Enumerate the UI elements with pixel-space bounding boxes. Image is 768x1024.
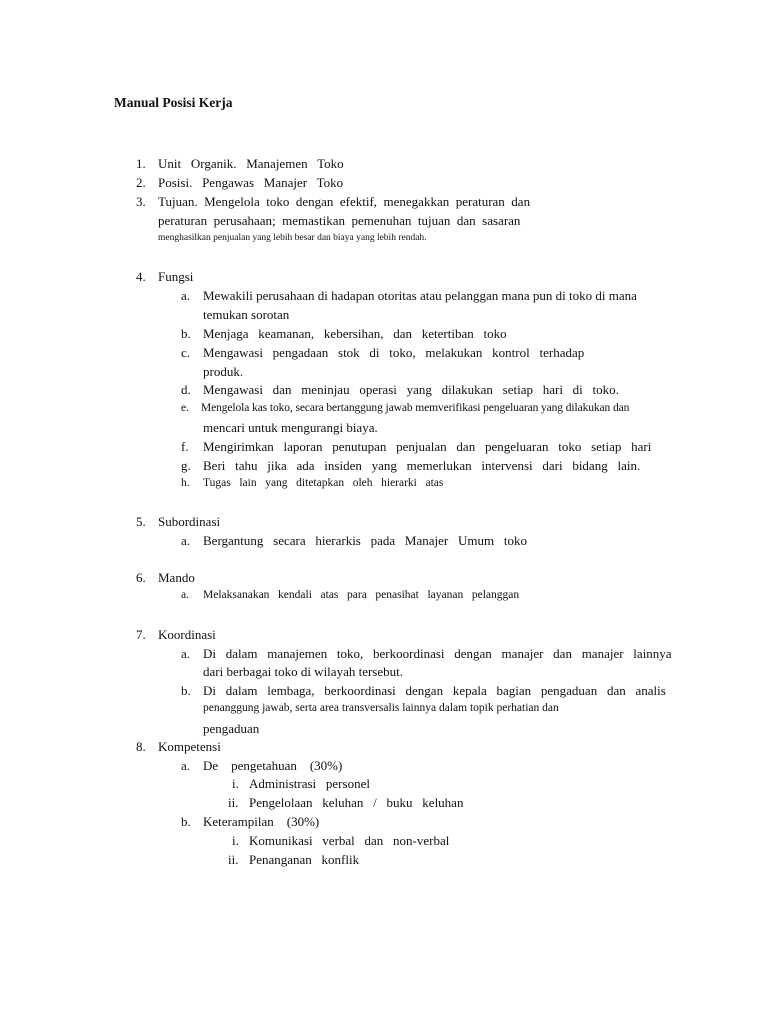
roman-number: i. <box>232 776 239 791</box>
section-heading: Mando <box>158 570 195 585</box>
sub-text-line: De pengetahuan (30%) <box>203 758 343 773</box>
sub-text-line: Di dalam lembaga, berkoordinasi dengan kepala bagian pengaduan dan analis <box>203 683 666 698</box>
sub-letter: a. <box>181 589 189 601</box>
section-heading: Fungsi <box>158 269 194 284</box>
item-number: 1. <box>136 156 146 171</box>
sub-text-line: Tugas lain yang ditetapkan oleh hierarki atas <box>203 477 444 489</box>
sub-letter: e. <box>181 402 189 414</box>
sub-text-line: dari berbagai toko di wilayah tersebut. <box>203 664 403 679</box>
sub-text-line: Mewakili perusahaan di hadapan otoritas atau pelanggan mana pun di toko di mana <box>203 288 637 303</box>
roman-number: i. <box>232 833 239 848</box>
item-text: Posisi. Pengawas Manajer Toko <box>158 175 344 190</box>
sub-letter: a. <box>181 533 191 548</box>
sub-text-line: Di dalam manajemen toko, berkoordinasi dengan manajer dan manajer lainnya <box>203 646 672 661</box>
roman-number: ii. <box>228 852 239 867</box>
item-text-line: menghasilkan penjualan yang lebih besar dan biaya yang lebih rendah. <box>158 233 427 243</box>
section-heading: Subordinasi <box>158 514 221 529</box>
roman-text: Administrasi personel <box>249 776 370 791</box>
item-number: 4. <box>136 269 146 284</box>
sub-letter: a. <box>181 288 191 303</box>
roman-text: Penanganan konflik <box>249 852 360 867</box>
sub-text-line: Mengawasi pengadaan stok di toko, melakukan kontrol terhadap <box>203 345 585 360</box>
sub-letter: d. <box>181 382 191 397</box>
sub-letter: g. <box>181 458 191 473</box>
item-number: 3. <box>136 194 146 209</box>
sub-text-line: pengaduan <box>203 721 260 736</box>
item-number: 6. <box>136 570 146 585</box>
sub-letter: b. <box>181 326 191 341</box>
section-heading: Koordinasi <box>158 627 216 642</box>
item-number: 5. <box>136 514 146 529</box>
sub-text-line: temukan sorotan <box>203 307 290 322</box>
sub-text-line: penanggung jawab, serta area transversalis lainnya dalam topik perhatian dan <box>203 702 559 714</box>
roman-text: Komunikasi verbal dan non-verbal <box>249 833 450 848</box>
item-number: 2. <box>136 175 146 190</box>
sub-text-line: Keterampilan (30%) <box>203 814 320 829</box>
sub-letter: a. <box>181 758 191 773</box>
page-title: Manual Posisi Kerja <box>114 95 233 110</box>
roman-text: Pengelolaan keluhan / buku keluhan <box>249 795 464 810</box>
sub-text-line: Bergantung secara hierarkis pada Manajer Umum toko <box>203 533 527 548</box>
item-text-line: Tujuan. Mengelola toko dengan efektif, menegakkan peraturan dan <box>158 194 531 209</box>
sub-letter: f. <box>181 439 189 454</box>
item-text: Unit Organik. Manajemen Toko <box>158 156 344 171</box>
sub-text-line: Menjaga keamanan, kebersihan, dan ketertiban toko <box>203 326 507 341</box>
sub-letter: b. <box>181 683 191 698</box>
sub-text-line: produk. <box>203 364 244 379</box>
sub-text-line: Beri tahu jika ada insiden yang memerlukan intervensi dari bidang lain. <box>203 458 641 473</box>
sub-text-line: Melaksanakan kendali atas para penasihat layanan pelanggan <box>203 589 520 601</box>
sub-text-line: Mengawasi dan meninjau operasi yang dilakukan setiap hari di toko. <box>203 382 619 397</box>
roman-number: ii. <box>228 795 239 810</box>
sub-text-line: Mengirimkan laporan penutupan penjualan dan pengeluaran toko setiap hari <box>203 439 652 454</box>
item-number: 8. <box>136 739 146 754</box>
item-text-line: peraturan perusahaan; memastikan pemenuhan tujuan dan sasaran <box>158 213 521 228</box>
sub-letter: a. <box>181 646 191 661</box>
sub-letter: h. <box>181 477 190 489</box>
sub-letter: b. <box>181 814 191 829</box>
sub-text-line: mencari untuk mengurangi biaya. <box>203 420 378 435</box>
section-heading: Kompetensi <box>158 739 221 754</box>
sub-text-line: Mengelola kas toko, secara bertanggung jawab memverifikasi pengeluaran yang dilakukan dan <box>201 402 630 414</box>
sub-letter: c. <box>181 345 191 360</box>
item-number: 7. <box>136 627 146 642</box>
